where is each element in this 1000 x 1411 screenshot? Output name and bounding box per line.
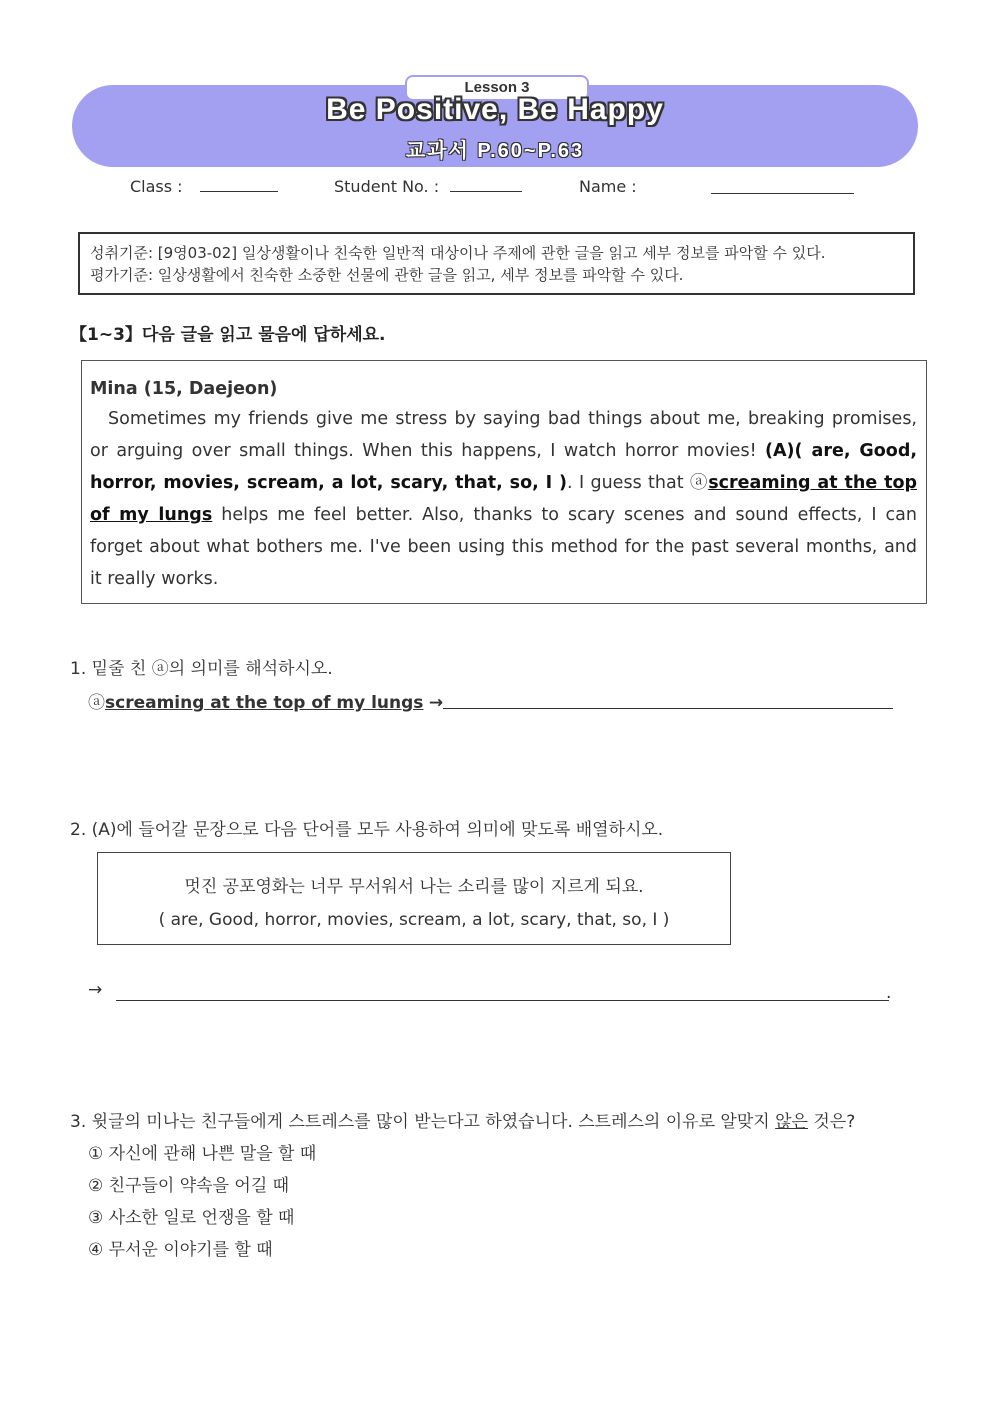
student-no-blank[interactable] <box>450 177 522 192</box>
q1-marker: ⓐ <box>88 693 105 713</box>
blank-a-words: (A)( are, Good, horror, movies, scream, a lot, scary, that, so, I ) <box>90 441 918 493</box>
q2-hint-korean: 멋진 공포영화는 너무 무서워서 나는 소리를 많이 지르게 되요. <box>184 877 644 897</box>
q1-answer-line[interactable] <box>443 708 893 709</box>
reading-passage <box>81 360 927 604</box>
passage-author: Mina (15, Daejeon) <box>90 379 278 399</box>
lesson-label: Lesson 3 <box>405 75 589 101</box>
evaluation-standard: 평가기준: 일상생활에서 친숙한 소중한 선물에 관한 글을 읽고, 세부 정보를 파악할 수 있다. <box>90 266 684 284</box>
q3-not-emphasis: 않은 <box>775 1112 808 1132</box>
q1-arrow: → <box>428 693 444 713</box>
q3-option-1[interactable]: ① 자신에 관해 나쁜 말을 할 때 <box>88 1144 317 1164</box>
standards-box <box>78 232 915 295</box>
textbook-pages: 교과서 P.60~P.63 <box>405 140 585 162</box>
q2-arrow: → <box>88 980 103 1000</box>
student-no-label: Student No. : <box>334 177 440 196</box>
q3-option-3[interactable]: ③ 사소한 일로 언쟁을 할 때 <box>88 1208 295 1228</box>
passage-text-1: Sometimes my friends give me stress by saying bad things about me, breaking promises, or arguing over small things. When this happens, I watch horror movies! <box>90 409 917 461</box>
q2-period: . <box>886 983 892 1003</box>
q3-option-4[interactable]: ④ 무서운 이야기를 할 때 <box>88 1240 273 1260</box>
q2-hint-words: ( are, Good, horror, movies, scream, a lot, scary, that, so, I ) <box>158 910 670 930</box>
q1-phrase-row <box>88 688 443 713</box>
q3-prompt-text: 3. 윗글의 미나는 친구들에게 스트레스를 많이 받는다고 하였습니다. 스트레스의 이유로 알맞지 <box>70 1112 776 1132</box>
achievement-standard: 성취기준: [9영03-02] 일상생활이나 친숙한 일반적 대상이나 주제에 관한 글을 읽고 세부 정보를 파악할 수 있다. <box>90 244 826 262</box>
q3-prompt-end: 것은? <box>807 1112 856 1132</box>
class-label: Class : <box>130 177 183 196</box>
class-field <box>130 177 278 196</box>
name-label: Name : <box>579 177 637 196</box>
name-field <box>579 177 637 196</box>
q2-hint-box <box>97 852 731 945</box>
class-blank[interactable] <box>200 177 278 192</box>
q2-answer-line[interactable] <box>116 1000 889 1001</box>
passage-text-3: helps me feel better. Also, thanks to scary scenes and sound effects, I can forget about what bothers me. I've been using this method for the past several months, and it really works. <box>90 505 917 589</box>
q3-option-2[interactable]: ② 친구들이 약속을 어길 때 <box>88 1176 290 1196</box>
q2-prompt: 2. (A)에 들어갈 문장으로 다음 단어를 모두 사용하여 의미에 맞도록 배열하시오. <box>70 820 664 840</box>
worksheet-title: Be Positive, Be Happy <box>326 93 664 126</box>
passage-text-2: . I guess that ⓐ <box>567 473 709 493</box>
passage-body <box>90 403 917 595</box>
underlined-phrase: screaming at the top of my lungs <box>90 473 917 525</box>
q1-phrase: screaming at the top of my lungs <box>105 693 424 713</box>
q1-prompt: 1. 밑줄 친 ⓐ의 의미를 해석하시오. <box>70 659 333 679</box>
section-heading: 【1~3】다음 글을 읽고 물음에 답하세요. <box>70 325 386 345</box>
q3-prompt <box>70 1107 855 1132</box>
student-no-field <box>334 177 522 196</box>
name-blank[interactable] <box>711 180 854 194</box>
